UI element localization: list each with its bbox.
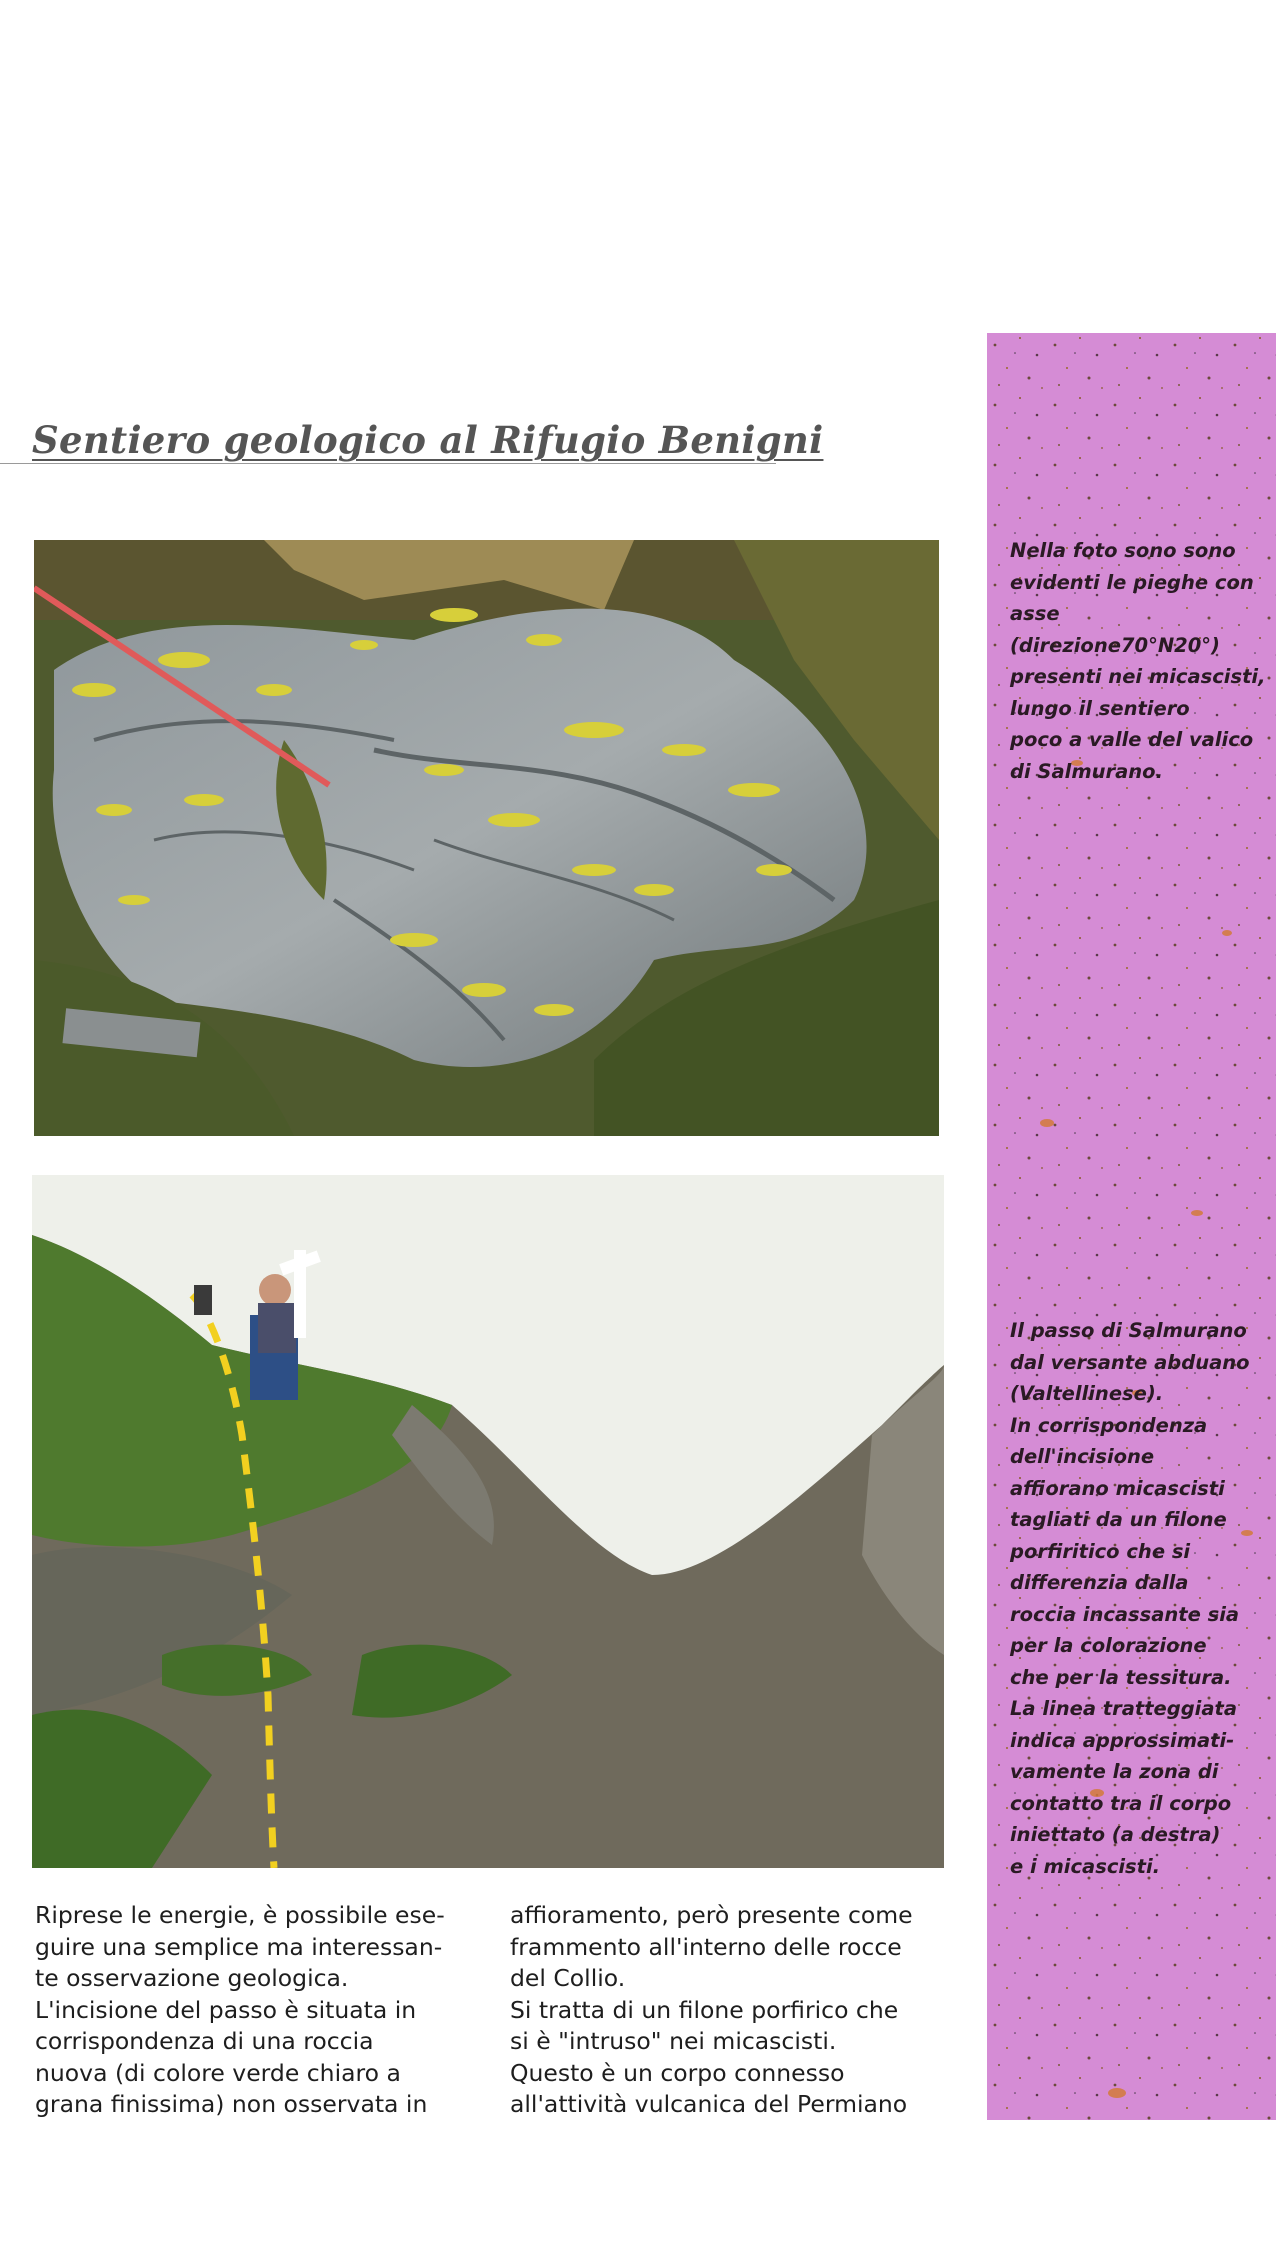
body-text-right-column: affioramento, però presente come frammento all'interno delle rocce del Collio. Si tratta di un filone porfirico che si è "intruso" nei micascisti. Questo è un corpo connesso all'attività vulcanica del Permiano: [510, 1901, 913, 2118]
page-title: Sentiero geologico al Rifugio Benigni: [32, 418, 824, 462]
title-rule: [0, 463, 776, 464]
caption-photo-bottom: Il passo di Salmurano dal versante abduano (Valtellinese). In corrispondenza dell'incisione affiorano micascisti tagliati da un filone porfiritico che si differenzia dalla roccia incassante sia per la colorazione che per la tessitura. La linea tratteggiata indica approssimati- vamente la zona di contatto tra il corpo iniettato (a destra) e i micascisti.: [1010, 1319, 1250, 1878]
photo-folded-micaschist: [34, 540, 939, 1136]
caption-photo-top: Nella foto sono sono evidenti le pieghe con asse (direzione70°N20°) presenti nei micascisti, lungo il sentiero poco a valle del valico di Salmurano.: [1010, 539, 1266, 783]
photo-salmurano-pass: [32, 1175, 944, 1868]
body-text-left-column: Riprese le energie, è possibile ese- guire una semplice ma interessan- te osservazione geologica. L'incisione del passo è situata in corrispondenza di una roccia nuova (di colore verde chiaro a grana finissima) non osservata in: [35, 1901, 445, 2118]
